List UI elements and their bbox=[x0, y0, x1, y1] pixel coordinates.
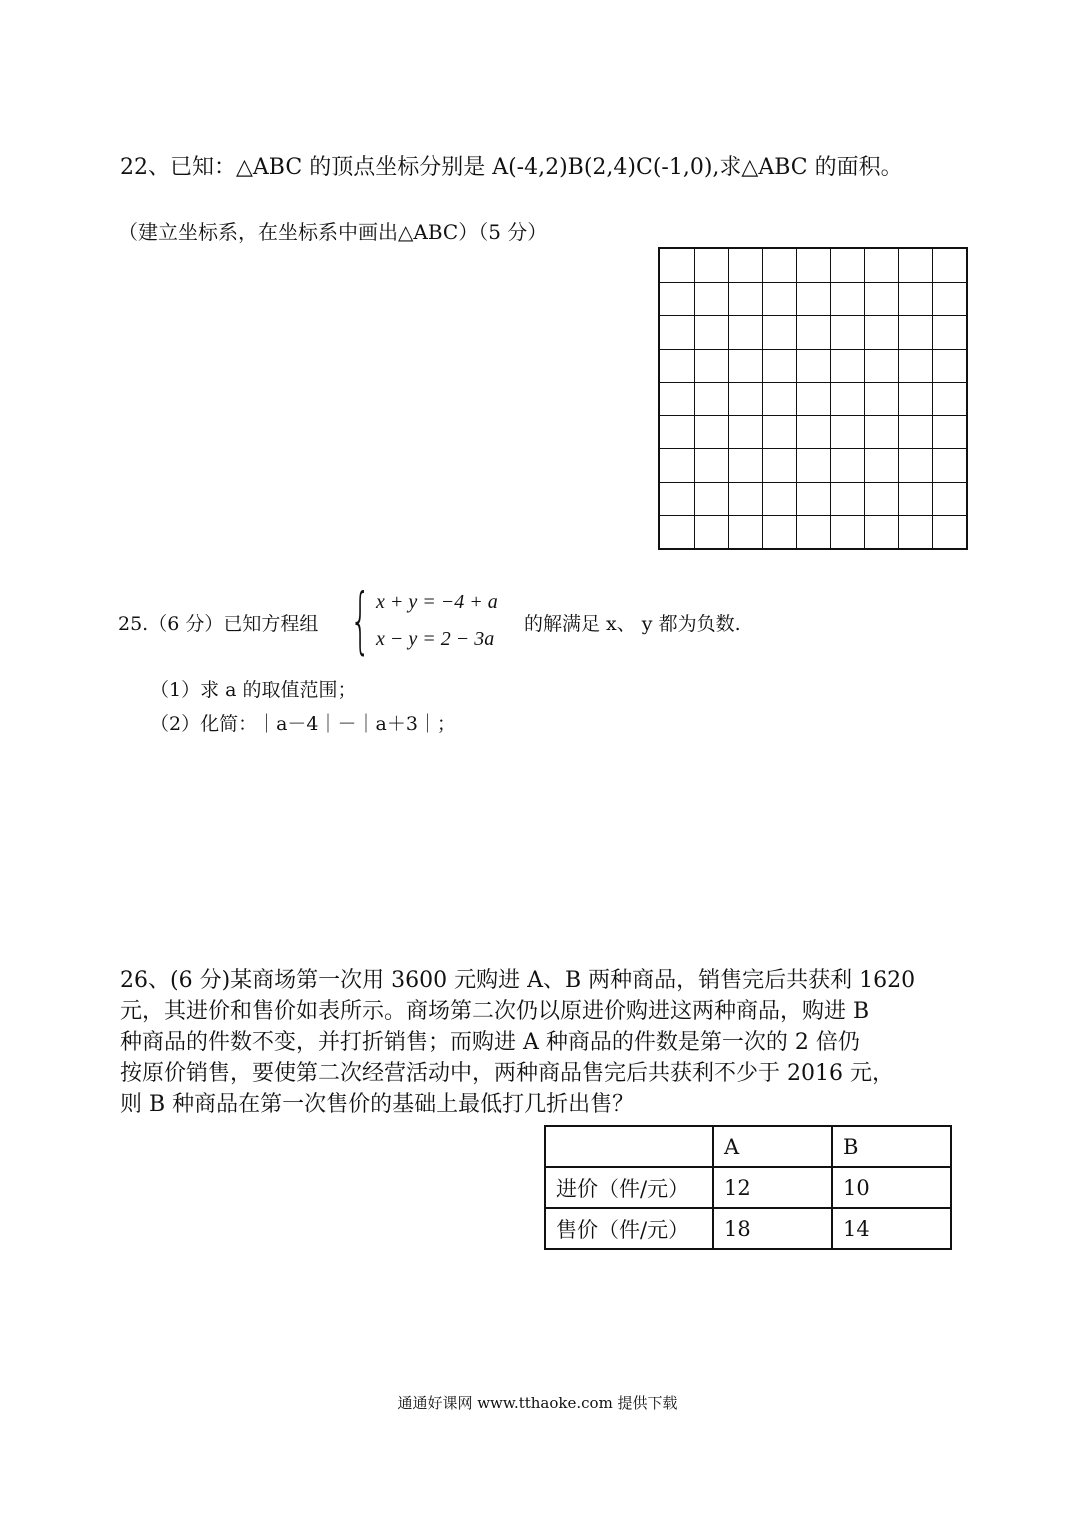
grid-vertical-line bbox=[762, 249, 763, 548]
grid-horizontal-line bbox=[660, 415, 966, 416]
question-26-line: 按原价销售，要使第二次经营活动中，两种商品售完后共获利不少于 2016 元， bbox=[120, 1061, 894, 1086]
question-25-part-1: （1）求 a 的取值范围； bbox=[150, 679, 357, 701]
table-header-row bbox=[545, 1126, 951, 1167]
grid-vertical-line bbox=[932, 249, 933, 548]
question-26 bbox=[120, 965, 970, 1120]
grid-vertical-line bbox=[728, 249, 729, 548]
equation-1: x + y = −4 + a bbox=[376, 591, 498, 613]
brace-icon: { bbox=[350, 578, 371, 662]
grid-horizontal-line bbox=[660, 349, 966, 350]
question-25-part-2: （2）化简：｜a－4｜－｜a＋3｜； bbox=[150, 713, 456, 735]
table-row bbox=[545, 1208, 951, 1249]
price-table bbox=[544, 1125, 952, 1250]
grid-vertical-line bbox=[796, 249, 797, 548]
question-25-suffix: 的解满足 x、 y 都为负数. bbox=[524, 613, 741, 635]
table-cell: 进价（件/元） bbox=[545, 1167, 713, 1208]
table-cell: 10 bbox=[832, 1167, 951, 1208]
grid-vertical-line bbox=[830, 249, 831, 548]
question-22: 22、已知：△ABC 的顶点坐标分别是 A(-4,2)B(2,4)C(-1,0),求△ABC 的面积。 bbox=[120, 155, 903, 180]
grid-vertical-line bbox=[864, 249, 865, 548]
table-cell: 14 bbox=[832, 1208, 951, 1249]
question-25-prefix: 25.（6 分）已知方程组 bbox=[118, 613, 319, 635]
grid-horizontal-line bbox=[660, 515, 966, 516]
grid-vertical-line bbox=[898, 249, 899, 548]
question-26-line: 26、(6 分)某商场第一次用 3600 元购进 A、B 两种商品，销售完后共获利 1620 bbox=[120, 968, 916, 993]
coordinate-grid bbox=[658, 247, 968, 550]
question-26-line: 则 B 种商品在第一次售价的基础上最低打几折出售？ bbox=[120, 1092, 635, 1117]
question-26-line: 种商品的件数不变，并打折销售；而购进 A 种商品的件数是第一次的 2 倍仍 bbox=[120, 1030, 860, 1055]
question-26-line: 元，其进价和售价如表所示。商场第二次仍以原进价购进这两种商品，购进 B bbox=[120, 999, 870, 1024]
question-22-note: （建立坐标系，在坐标系中画出△ABC）（5 分） bbox=[118, 220, 548, 244]
grid-horizontal-line bbox=[660, 482, 966, 483]
equation-2: x − y = 2 − 3a bbox=[376, 628, 495, 650]
table-header-cell: B bbox=[832, 1126, 951, 1167]
footer: 通通好课网 www.tthaoke.com 提供下载 bbox=[397, 1394, 678, 1412]
table-header-cell bbox=[545, 1126, 713, 1167]
grid-vertical-line bbox=[694, 249, 695, 548]
table-row bbox=[545, 1167, 951, 1208]
table-cell: 售价（件/元） bbox=[545, 1208, 713, 1249]
grid-horizontal-line bbox=[660, 382, 966, 383]
grid-horizontal-line bbox=[660, 448, 966, 449]
table-header-cell: A bbox=[713, 1126, 832, 1167]
grid-horizontal-line bbox=[660, 315, 966, 316]
table-cell: 18 bbox=[713, 1208, 832, 1249]
table-cell: 12 bbox=[713, 1167, 832, 1208]
grid-horizontal-line bbox=[660, 282, 966, 283]
